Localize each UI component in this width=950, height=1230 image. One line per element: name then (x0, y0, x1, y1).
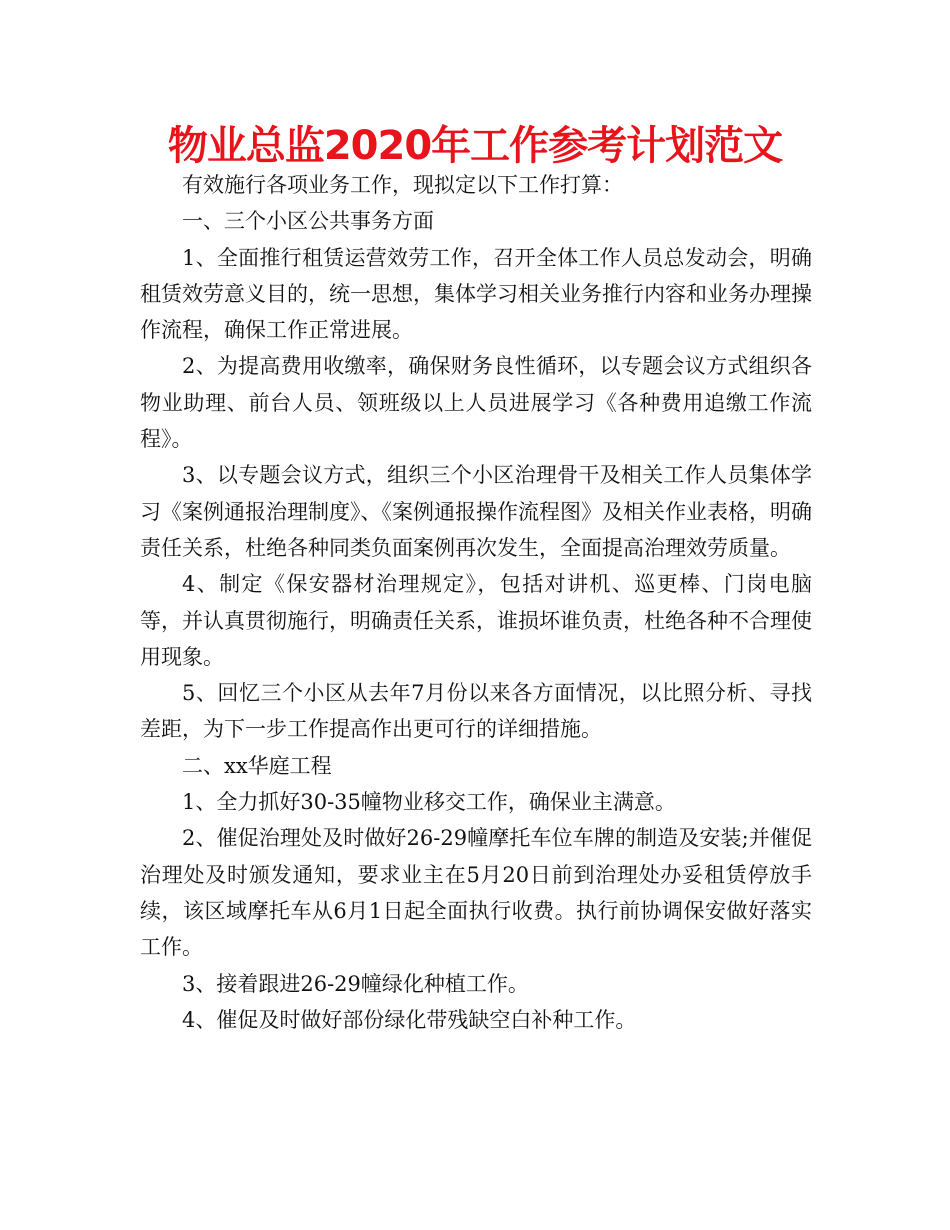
paragraph-item: 3、接着跟进26-29幢绿化种植工作。 (182, 971, 529, 996)
paragraph-item: 2、催促治理处及时做好26-29幢摩托车位车牌的制造及安装;并催促治理处及时颁发通知，要求业主在5月20日前到治理处办妥租赁停放手续，该区域摩托车从6月1日起全面执行收费。执行前协调保安做好落实工作。 (140, 826, 812, 960)
paragraph-item: 2、为提高费用收缴率，确保财务良性循环，以专题会议方式组织各物业助理、前台人员、领班级以上人员进展学习《各种费用追缴工作流程》。 (140, 354, 812, 452)
paragraph-item: 1、全力抓好30-35幢物业移交工作，确保业主满意。 (182, 790, 676, 815)
section-heading-1: 一、三个小区公共事务方面 (182, 209, 434, 234)
paragraph-item: 4、催促及时做好部份绿化带残缺空白补种工作。 (182, 1007, 637, 1032)
paragraph-item: 5、回忆三个小区从去年7月份以来各方面情况，以比照分析、寻找差距，为下一步工作提高作出更可行的详细措施。 (140, 681, 812, 742)
paragraph-item: 1、全面推行租赁运营效劳工作，召开全体工作人员总发动会，明确租赁效劳意义目的，统一思想，集体学习相关业务推行内容和业务办理操作流程，确保工作正常进展。 (140, 245, 812, 343)
intro-paragraph: 有效施行各项业务工作，现拟定以下工作打算： (182, 173, 623, 197)
document-body (140, 167, 812, 1038)
document-title: 物业总监2020年工作参考计划范文 (167, 123, 783, 169)
paragraph-item: 4、制定《保安器材治理规定》，包括对讲机、巡更棒、门岗电脑等，并认真贯彻施行，明确责任关系，谁损坏谁负责，杜绝各种不合理使用现象。 (140, 572, 812, 669)
paragraph-item: 3、以专题会议方式，组织三个小区治理骨干及相关工作人员集体学习《案例通报治理制度》、《案例通报操作流程图》及相关作业表格，明确责任关系，杜绝各种同类负面案例再次发生，全面提高治理效劳质量。 (140, 463, 812, 560)
section-heading-2: 二、xx华庭工程 (182, 753, 332, 778)
